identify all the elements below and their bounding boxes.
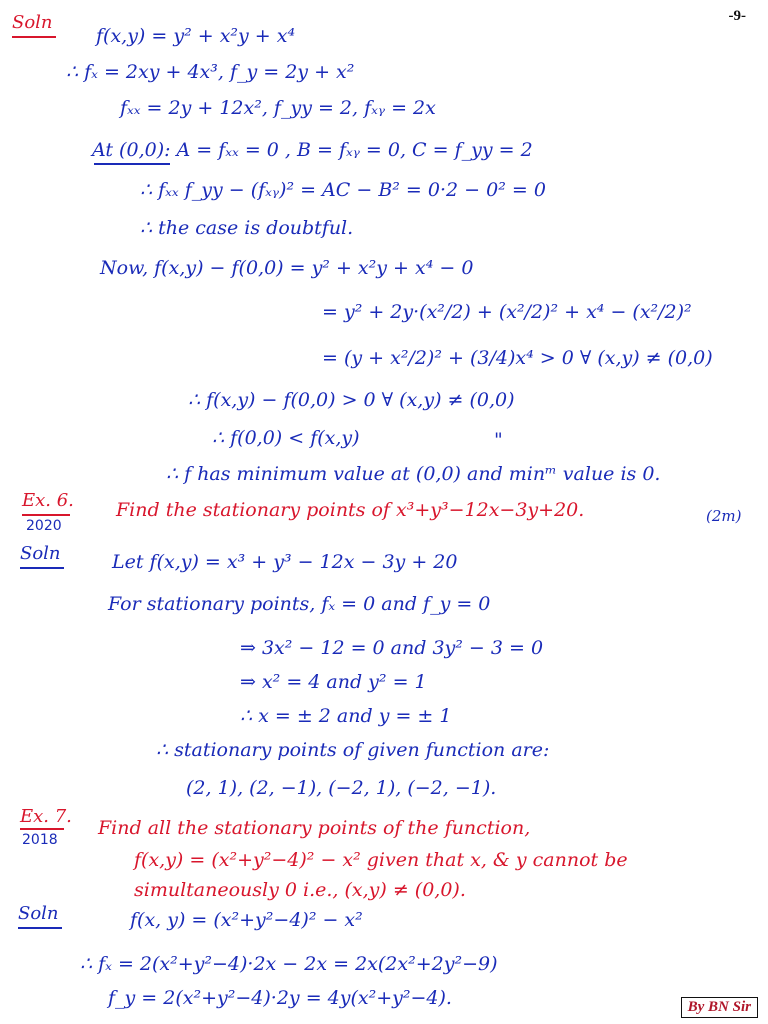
soln-underline: [20, 567, 64, 569]
soln-label: Soln: [20, 543, 61, 564]
math-line: ⇒ 3x² − 12 = 0 and 3y² − 3 = 0: [240, 637, 544, 659]
ditto-mark: ": [494, 429, 503, 451]
math-line: ∴ f(x,y) − f(0,0) > 0 ∀ (x,y) ≠ (0,0): [188, 389, 515, 411]
marks-label: (2m): [706, 507, 742, 525]
math-line: ∴ f(0,0) < f(x,y): [212, 427, 360, 449]
math-line: ⇒ x² = 4 and y² = 1: [240, 671, 427, 693]
example-7-label: Ex. 7.: [20, 806, 72, 827]
author-credit: By BN Sir: [681, 997, 758, 1018]
math-line: = y² + 2y·(x²/2) + (x²/2)² + x⁴ − (x²/2)²: [322, 301, 692, 323]
example-7-underline: [20, 828, 64, 830]
math-line: ∴ f has minimum value at (0,0) and minᵐ value is 0.: [166, 463, 661, 485]
math-line: f(x,y) = y² + x²y + x⁴: [96, 25, 296, 47]
math-line: f_y = 2(x²+y²−4)·2y = 4y(x²+y²−4).: [108, 987, 452, 1009]
math-line: Let f(x,y) = x³ + y³ − 12x − 3y + 20: [112, 551, 458, 573]
question-text: Find all the stationary points of the function,: [98, 817, 531, 839]
math-line: ∴ fₓ = 2xy + 4x³, f_y = 2y + x²: [66, 61, 355, 83]
example-6-label: Ex. 6.: [22, 490, 74, 511]
soln-underline: [18, 927, 62, 929]
soln-label: Soln: [12, 12, 53, 33]
math-line: For stationary points, fₓ = 0 and f_y = 0: [108, 593, 491, 615]
math-line: Now, f(x,y) − f(0,0) = y² + x²y + x⁴ − 0: [100, 257, 474, 279]
question-text: f(x,y) = (x²+y²−4)² − x² given that x, & y cannot be: [134, 849, 628, 871]
soln-label: Soln: [18, 903, 59, 924]
math-line: (2, 1), (2, −1), (−2, 1), (−2, −1).: [186, 777, 497, 799]
page-number: -9-: [728, 8, 746, 24]
math-line: ∴ fₓ = 2(x²+y²−4)·2x − 2x = 2x(2x²+2y²−9): [80, 953, 498, 975]
question-text: simultaneously 0 i.e., (x,y) ≠ (0,0).: [134, 879, 466, 901]
soln-underline: [12, 36, 56, 38]
example-6-year: 2020: [26, 518, 62, 534]
math-line: fₓₓ = 2y + 12x², f_yy = 2, fₓᵧ = 2x: [120, 97, 436, 119]
example-7-year: 2018: [22, 832, 58, 848]
at-origin-underline: [94, 163, 170, 165]
example-6-underline: [22, 514, 70, 516]
question-text: Find the stationary points of x³+y³−12x−3y+20.: [116, 499, 585, 521]
math-line: ∴ the case is doubtful.: [140, 217, 354, 239]
math-line: ∴ fₓₓ f_yy − (fₓᵧ)² = AC − B² = 0·2 − 0² = 0: [140, 179, 546, 201]
math-line: ∴ x = ± 2 and y = ± 1: [240, 705, 452, 727]
math-line: = (y + x²/2)² + (3/4)x⁴ > 0 ∀ (x,y) ≠ (0,0): [322, 347, 713, 369]
math-line: At (0,0): A = fₓₓ = 0 , B = fₓᵧ = 0, C = f_yy = 2: [92, 139, 533, 161]
math-line: f(x, y) = (x²+y²−4)² − x²: [130, 909, 363, 931]
math-line: ∴ stationary points of given function are:: [156, 739, 550, 761]
